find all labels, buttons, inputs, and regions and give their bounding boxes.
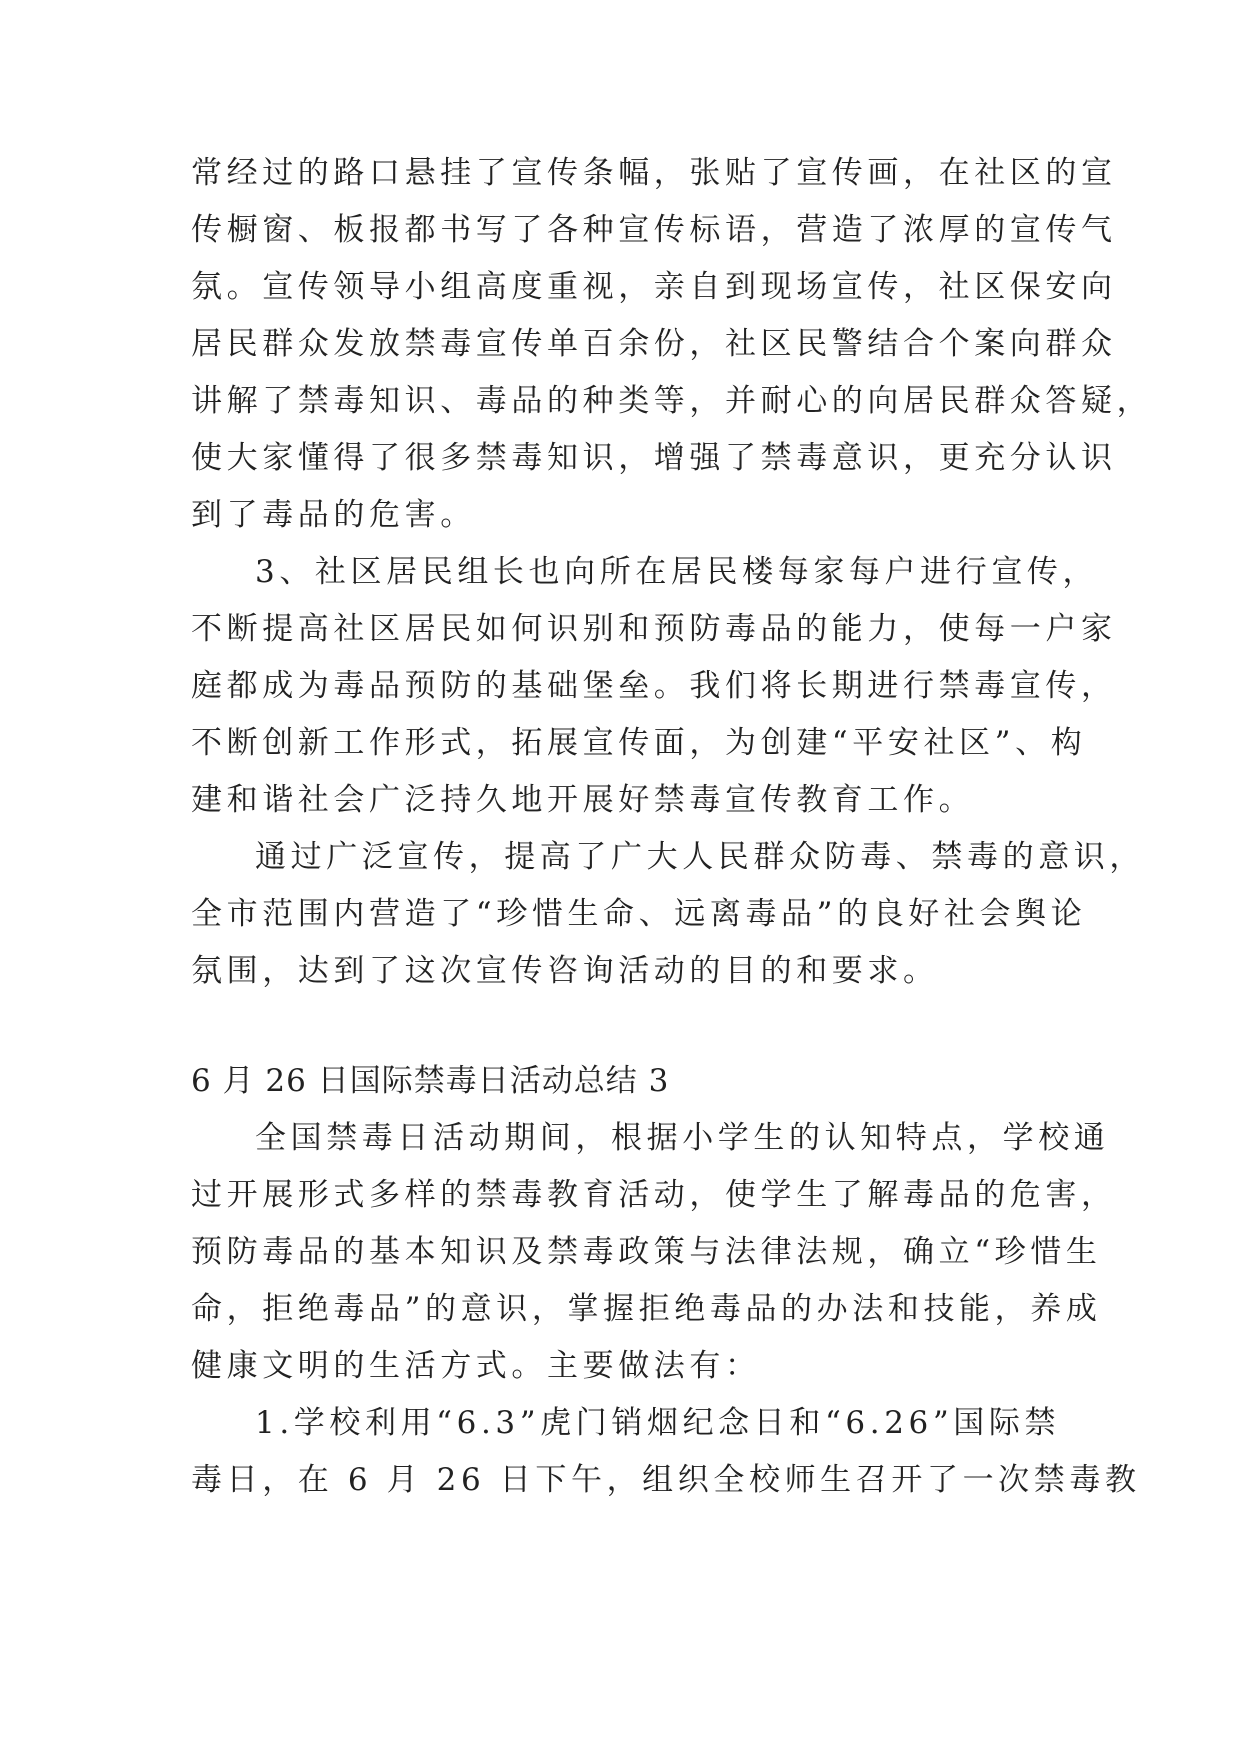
- text-line: 讲解了禁毒知识、毒品的种类等，并耐心的向居民群众答疑，: [191, 383, 1153, 419]
- text-line: 不断创新工作形式，拓展宣传面，为创建“平安社区”、构: [191, 725, 1087, 761]
- text-line: 使大家懂得了很多禁毒知识，增强了禁毒意识，更充分认识: [191, 440, 1117, 476]
- text-line: 3、社区居民组长也向所在居民楼每家每户进行宣传，: [255, 554, 1099, 590]
- text-line: 健康文明的生活方式。主要做法有：: [191, 1348, 761, 1384]
- text-line: 全市范围内营造了“珍惜生命、远离毒品”的良好社会舆论: [191, 896, 1087, 932]
- text-line: 到了毒品的危害。: [191, 497, 476, 533]
- text-line: 通过广泛宣传，提高了广大人民群众防毒、禁毒的意识，: [255, 839, 1145, 875]
- text-line: 氛。宣传领导小组高度重视，亲自到现场宣传，社区保安向: [191, 269, 1117, 305]
- text-line: 1.学校利用“6.3”虎门销烟纪念日和“6.26”国际禁: [255, 1405, 1061, 1441]
- text-line: 过开展形式多样的禁毒教育活动，使学生了解毒品的危害，: [191, 1177, 1117, 1213]
- text-line: 庭都成为毒品预防的基础堡垒。我们将长期进行禁毒宣传，: [191, 668, 1117, 704]
- text-line: 预防毒品的基本知识及禁毒政策与法律法规，确立“珍惜生: [191, 1234, 1102, 1270]
- section-heading: 6 月 26 日国际禁毒日活动总结 3: [191, 1063, 670, 1099]
- text-line: 命，拒绝毒品”的意识，掌握拒绝毒品的办法和技能，养成: [191, 1291, 1102, 1327]
- text-line: 毒日，在 6 月 26 日下午，组织全校师生召开了一次禁毒教: [191, 1462, 1141, 1498]
- text-line: 常经过的路口悬挂了宣传条幅，张贴了宣传画，在社区的宣: [191, 155, 1117, 191]
- text-line: 氛围，达到了这次宣传咨询活动的目的和要求。: [191, 953, 939, 989]
- text-line: 居民群众发放禁毒宣传单百余份，社区民警结合个案向群众: [191, 326, 1117, 362]
- text-line: 全国禁毒日活动期间，根据小学生的认知特点，学校通: [255, 1120, 1110, 1156]
- text-line: 建和谐社会广泛持久地开展好禁毒宣传教育工作。: [191, 782, 975, 818]
- text-line: 不断提高社区居民如何识别和预防毒品的能力，使每一户家: [191, 611, 1117, 647]
- text-line: 传橱窗、板报都书写了各种宣传标语，营造了浓厚的宣传气: [191, 212, 1117, 248]
